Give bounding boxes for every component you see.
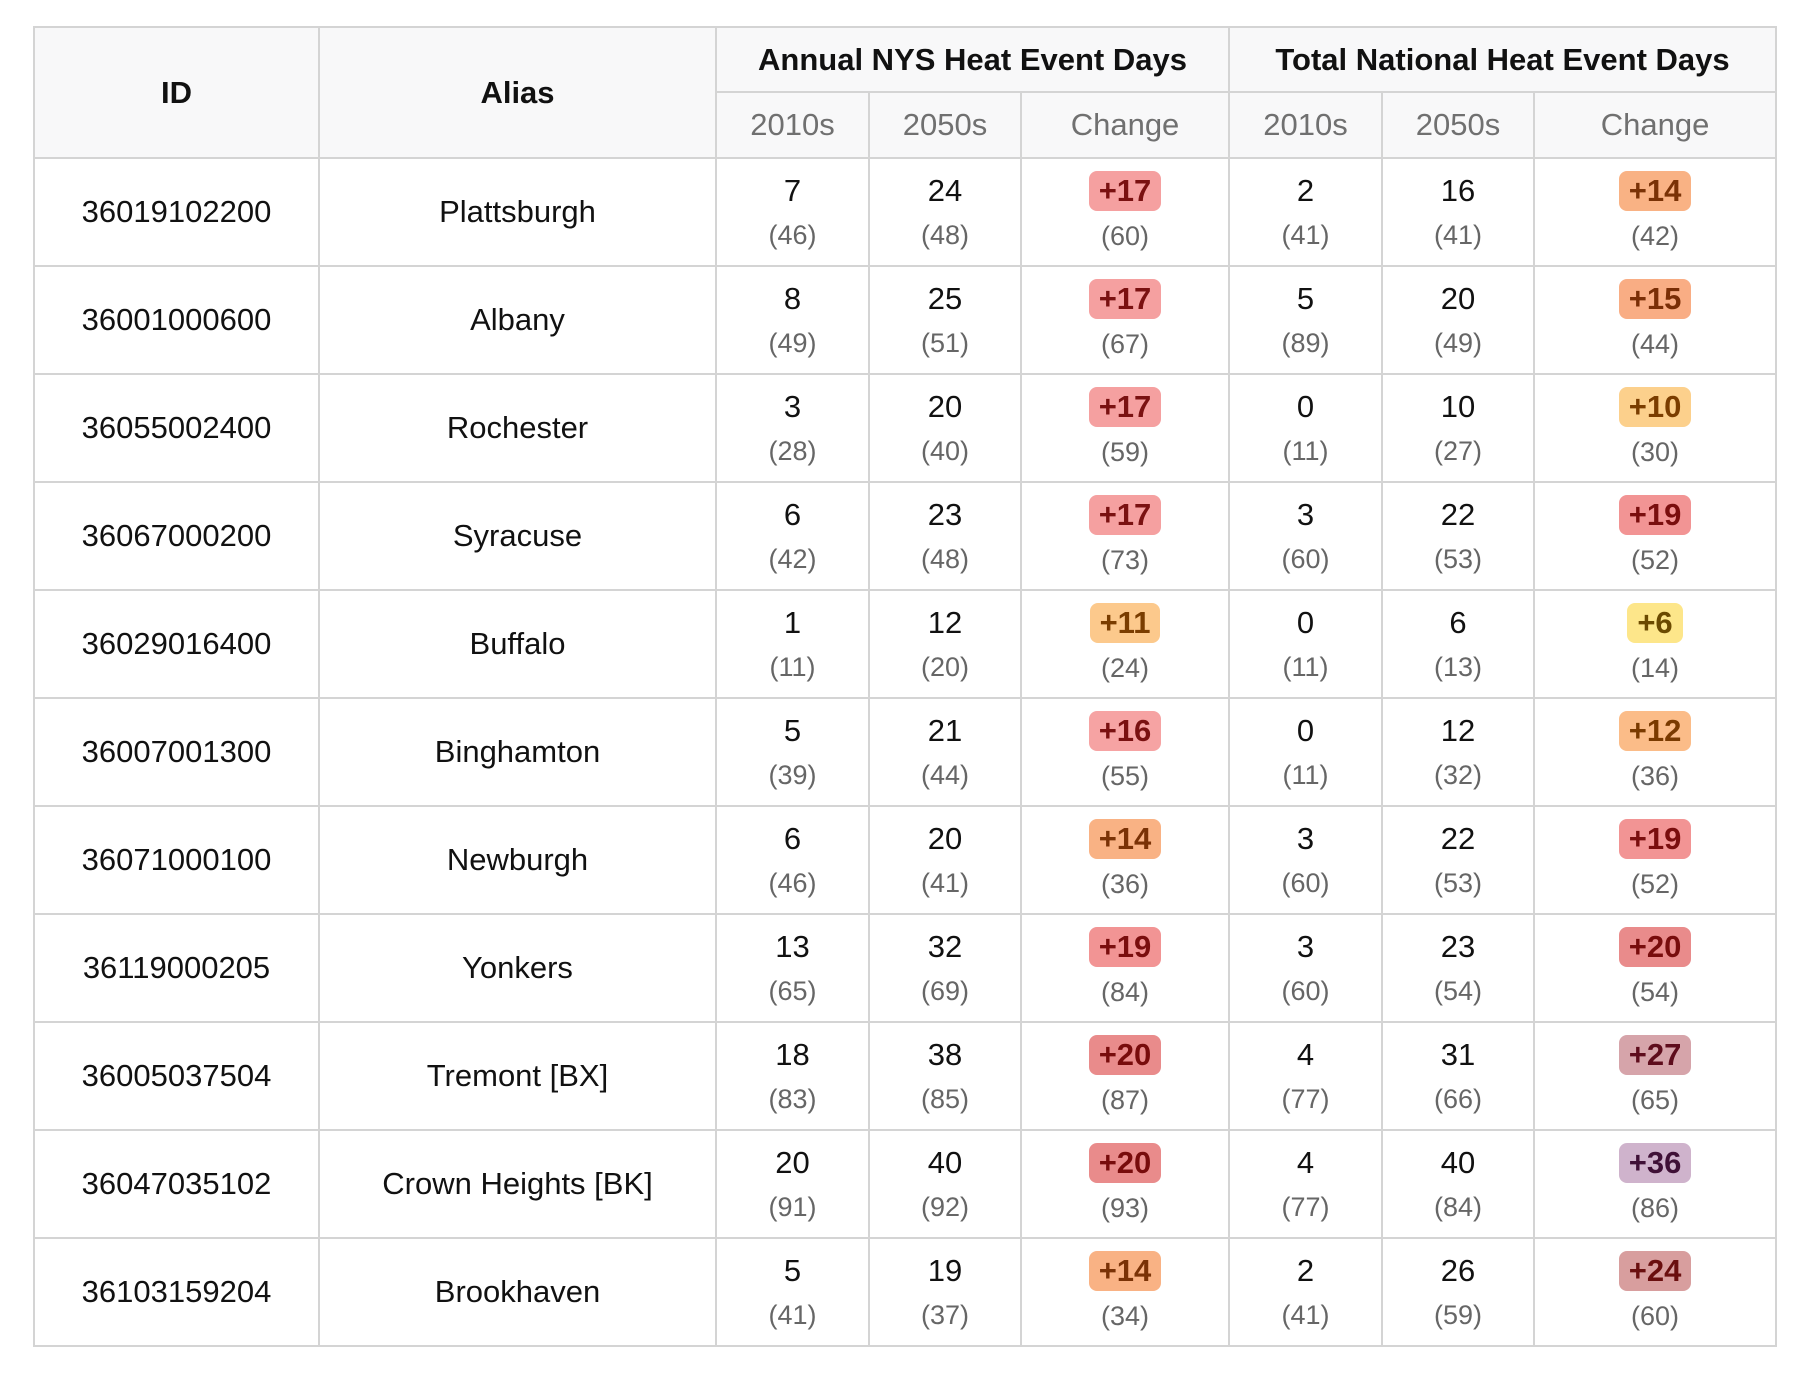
row-alias: Newburgh bbox=[319, 806, 716, 914]
national-2010s-value: 3 bbox=[1296, 497, 1315, 532]
nys-change-cell bbox=[1021, 590, 1229, 698]
nys-2050s-cell bbox=[869, 590, 1021, 698]
nys-2010s-value: 18 bbox=[775, 1037, 810, 1072]
national-change-cell bbox=[1534, 698, 1776, 806]
nys-2050s-cell bbox=[869, 374, 1021, 482]
nys-2010s-cell bbox=[716, 374, 869, 482]
nys-2010s-rank: (46) bbox=[768, 868, 817, 898]
national-2050s-value: 22 bbox=[1440, 821, 1476, 856]
nys-2050s-rank: (69) bbox=[920, 976, 969, 1006]
table-body bbox=[34, 158, 1776, 1346]
nys-2050s-cell bbox=[869, 698, 1021, 806]
nys-2010s-value: 20 bbox=[775, 1145, 810, 1180]
nys-2050s-rank: (40) bbox=[920, 436, 969, 466]
nys-2050s-rank: (44) bbox=[920, 760, 969, 790]
national-2010s-value: 3 bbox=[1296, 821, 1315, 856]
nys-change-rank: (34) bbox=[1100, 1301, 1149, 1331]
national-change-cell bbox=[1534, 914, 1776, 1022]
nys-2050s-cell bbox=[869, 914, 1021, 1022]
nys-2010s-value: 7 bbox=[783, 173, 802, 208]
nys-change-badge: +14 bbox=[1089, 819, 1162, 859]
row-alias: Plattsburgh bbox=[319, 158, 716, 266]
header-nys-group: Annual NYS Heat Event Days bbox=[716, 27, 1229, 92]
nys-change-badge: +17 bbox=[1089, 495, 1162, 535]
nys-change-cell bbox=[1021, 914, 1229, 1022]
national-2050s-rank: (53) bbox=[1433, 868, 1482, 898]
national-change-badge: +36 bbox=[1619, 1143, 1692, 1183]
national-change-badge: +20 bbox=[1619, 927, 1692, 967]
row-alias: Crown Heights [BK] bbox=[319, 1130, 716, 1238]
nys-change-rank: (84) bbox=[1100, 977, 1149, 1007]
nys-2050s-value: 23 bbox=[927, 497, 963, 532]
national-change-badge: +15 bbox=[1619, 279, 1692, 319]
nys-2010s-value: 13 bbox=[775, 929, 810, 964]
national-change-rank: (60) bbox=[1631, 1301, 1680, 1331]
national-2050s-value: 31 bbox=[1440, 1037, 1476, 1072]
nys-2010s-rank: (42) bbox=[768, 544, 817, 574]
national-2050s-rank: (32) bbox=[1433, 760, 1482, 790]
national-2010s-cell bbox=[1229, 158, 1382, 266]
nys-2010s-rank: (39) bbox=[768, 760, 817, 790]
national-change-cell bbox=[1534, 482, 1776, 590]
nys-change-cell bbox=[1021, 1022, 1229, 1130]
nys-2050s-cell bbox=[869, 1130, 1021, 1238]
national-change-rank: (30) bbox=[1631, 437, 1680, 467]
nys-2050s-value: 32 bbox=[927, 929, 963, 964]
row-id: 36007001300 bbox=[34, 698, 319, 806]
row-id: 36119000205 bbox=[34, 914, 319, 1022]
table-row bbox=[34, 1238, 1776, 1346]
national-change-badge: +27 bbox=[1619, 1035, 1692, 1075]
national-2010s-rank: (11) bbox=[1282, 760, 1329, 790]
national-2010s-cell bbox=[1229, 1022, 1382, 1130]
national-2010s-value: 2 bbox=[1296, 1253, 1315, 1288]
nys-change-rank: (55) bbox=[1100, 761, 1149, 791]
row-id: 36067000200 bbox=[34, 482, 319, 590]
nys-2050s-value: 19 bbox=[927, 1253, 963, 1288]
national-change-cell bbox=[1534, 266, 1776, 374]
nys-2050s-rank: (85) bbox=[920, 1084, 969, 1114]
nys-change-cell bbox=[1021, 1238, 1229, 1346]
nys-2050s-value: 38 bbox=[927, 1037, 963, 1072]
national-2050s-rank: (41) bbox=[1433, 220, 1482, 250]
nys-2050s-rank: (48) bbox=[920, 220, 969, 250]
national-change-rank: (65) bbox=[1631, 1085, 1680, 1115]
national-change-badge: +24 bbox=[1619, 1251, 1692, 1291]
row-id: 36071000100 bbox=[34, 806, 319, 914]
national-2010s-value: 2 bbox=[1296, 173, 1315, 208]
nys-2050s-cell bbox=[869, 158, 1021, 266]
table-row bbox=[34, 266, 1776, 374]
nys-2050s-value: 25 bbox=[927, 281, 963, 316]
national-change-cell bbox=[1534, 1022, 1776, 1130]
national-2050s-rank: (84) bbox=[1433, 1192, 1482, 1222]
national-change-badge: +19 bbox=[1619, 819, 1692, 859]
nys-change-cell bbox=[1021, 806, 1229, 914]
row-id: 36029016400 bbox=[34, 590, 319, 698]
national-2010s-value: 5 bbox=[1296, 281, 1315, 316]
nys-2050s-value: 40 bbox=[927, 1145, 963, 1180]
header-national-change: Change bbox=[1534, 92, 1776, 158]
nys-2010s-cell bbox=[716, 806, 869, 914]
national-change-cell bbox=[1534, 374, 1776, 482]
nys-2010s-value: 5 bbox=[783, 713, 802, 748]
national-change-rank: (86) bbox=[1631, 1193, 1680, 1223]
table-row bbox=[34, 914, 1776, 1022]
nys-2010s-value: 5 bbox=[783, 1253, 802, 1288]
national-2050s-rank: (27) bbox=[1433, 436, 1482, 466]
nys-2050s-rank: (37) bbox=[920, 1300, 969, 1330]
table-row bbox=[34, 698, 1776, 806]
nys-2050s-value: 20 bbox=[927, 389, 963, 424]
nys-2050s-rank: (92) bbox=[920, 1192, 969, 1222]
nys-change-badge: +16 bbox=[1089, 711, 1162, 751]
national-2050s-cell bbox=[1382, 158, 1534, 266]
row-alias: Brookhaven bbox=[319, 1238, 716, 1346]
national-change-rank: (14) bbox=[1631, 653, 1680, 683]
nys-2050s-cell bbox=[869, 482, 1021, 590]
table-row bbox=[34, 806, 1776, 914]
nys-2010s-cell bbox=[716, 1022, 869, 1130]
national-2010s-rank: (60) bbox=[1281, 868, 1330, 898]
nys-2050s-rank: (51) bbox=[920, 328, 969, 358]
row-id: 36001000600 bbox=[34, 266, 319, 374]
national-2010s-cell bbox=[1229, 590, 1382, 698]
row-id: 36055002400 bbox=[34, 374, 319, 482]
nys-2010s-cell bbox=[716, 590, 869, 698]
table-row bbox=[34, 158, 1776, 266]
header-national-group: Total National Heat Event Days bbox=[1229, 27, 1776, 92]
header-nys-change: Change bbox=[1021, 92, 1229, 158]
nys-2050s-value: 12 bbox=[927, 605, 963, 640]
nys-2050s-cell bbox=[869, 1238, 1021, 1346]
national-change-cell bbox=[1534, 806, 1776, 914]
row-alias: Tremont [BX] bbox=[319, 1022, 716, 1130]
national-2050s-value: 26 bbox=[1440, 1253, 1476, 1288]
nys-2010s-cell bbox=[716, 914, 869, 1022]
row-alias: Albany bbox=[319, 266, 716, 374]
nys-2050s-rank: (48) bbox=[920, 544, 969, 574]
national-2050s-rank: (53) bbox=[1433, 544, 1482, 574]
national-change-cell bbox=[1534, 1238, 1776, 1346]
national-2050s-rank: (13) bbox=[1433, 652, 1482, 682]
national-2010s-rank: (60) bbox=[1281, 976, 1330, 1006]
national-change-rank: (52) bbox=[1631, 869, 1680, 899]
national-change-rank: (42) bbox=[1631, 221, 1680, 251]
national-change-cell bbox=[1534, 158, 1776, 266]
national-change-badge: +12 bbox=[1619, 711, 1692, 751]
row-alias: Syracuse bbox=[319, 482, 716, 590]
national-2010s-value: 4 bbox=[1296, 1037, 1315, 1072]
row-alias: Binghamton bbox=[319, 698, 716, 806]
national-2010s-value: 3 bbox=[1296, 929, 1315, 964]
national-2050s-value: 10 bbox=[1440, 389, 1476, 424]
national-2010s-rank: (11) bbox=[1282, 436, 1329, 466]
header-nys-2050s: 2050s bbox=[869, 92, 1021, 158]
row-id: 36103159204 bbox=[34, 1238, 319, 1346]
national-2010s-rank: (41) bbox=[1281, 1300, 1330, 1330]
header-national-2010s: 2010s bbox=[1229, 92, 1382, 158]
table-row bbox=[34, 1022, 1776, 1130]
nys-change-badge: +14 bbox=[1089, 1251, 1162, 1291]
national-2010s-value: 4 bbox=[1296, 1145, 1315, 1180]
national-2050s-cell bbox=[1382, 1238, 1534, 1346]
nys-2010s-rank: (46) bbox=[768, 220, 817, 250]
national-2010s-rank: (41) bbox=[1281, 220, 1330, 250]
national-change-badge: +6 bbox=[1627, 603, 1682, 643]
national-change-badge: +19 bbox=[1619, 495, 1692, 535]
national-2050s-rank: (49) bbox=[1433, 328, 1482, 358]
national-change-badge: +14 bbox=[1619, 171, 1692, 211]
national-2010s-cell bbox=[1229, 698, 1382, 806]
national-2050s-cell bbox=[1382, 806, 1534, 914]
nys-2010s-rank: (49) bbox=[768, 328, 817, 358]
national-change-cell bbox=[1534, 590, 1776, 698]
national-change-rank: (36) bbox=[1631, 761, 1680, 791]
national-2050s-rank: (66) bbox=[1433, 1084, 1482, 1114]
national-2050s-cell bbox=[1382, 590, 1534, 698]
header-national-2050s: 2050s bbox=[1382, 92, 1534, 158]
national-2010s-cell bbox=[1229, 374, 1382, 482]
table-row bbox=[34, 374, 1776, 482]
nys-change-badge: +17 bbox=[1089, 279, 1162, 319]
national-2010s-cell bbox=[1229, 806, 1382, 914]
national-2010s-rank: (77) bbox=[1281, 1192, 1330, 1222]
table-row bbox=[34, 590, 1776, 698]
nys-2010s-cell bbox=[716, 266, 869, 374]
nys-2050s-cell bbox=[869, 1022, 1021, 1130]
national-2050s-value: 20 bbox=[1440, 281, 1476, 316]
nys-2010s-rank: (28) bbox=[768, 436, 817, 466]
nys-change-badge: +17 bbox=[1089, 171, 1162, 211]
nys-change-cell bbox=[1021, 698, 1229, 806]
national-2050s-value: 22 bbox=[1440, 497, 1476, 532]
national-change-rank: (44) bbox=[1631, 329, 1680, 359]
nys-2050s-value: 24 bbox=[927, 173, 963, 208]
nys-2010s-cell bbox=[716, 482, 869, 590]
row-id: 36005037504 bbox=[34, 1022, 319, 1130]
nys-2010s-value: 3 bbox=[783, 389, 802, 424]
row-id: 36047035102 bbox=[34, 1130, 319, 1238]
table-row bbox=[34, 1130, 1776, 1238]
nys-change-rank: (87) bbox=[1100, 1085, 1149, 1115]
national-change-rank: (52) bbox=[1631, 545, 1680, 575]
national-2050s-value: 23 bbox=[1440, 929, 1476, 964]
nys-change-badge: +20 bbox=[1089, 1035, 1162, 1075]
national-2050s-cell bbox=[1382, 266, 1534, 374]
national-2010s-cell bbox=[1229, 482, 1382, 590]
nys-change-cell bbox=[1021, 158, 1229, 266]
national-2010s-rank: (77) bbox=[1281, 1084, 1330, 1114]
nys-2010s-cell bbox=[716, 1130, 869, 1238]
national-change-rank: (54) bbox=[1631, 977, 1680, 1007]
row-alias: Yonkers bbox=[319, 914, 716, 1022]
national-2050s-cell bbox=[1382, 482, 1534, 590]
national-2050s-value: 6 bbox=[1449, 605, 1467, 640]
nys-change-rank: (59) bbox=[1100, 437, 1149, 467]
nys-2010s-rank: (65) bbox=[768, 976, 817, 1006]
nys-2050s-rank: (41) bbox=[920, 868, 969, 898]
nys-change-rank: (36) bbox=[1100, 869, 1149, 899]
nys-change-cell bbox=[1021, 1130, 1229, 1238]
header-id: ID bbox=[34, 27, 319, 158]
heat-event-table bbox=[33, 26, 1777, 1347]
nys-change-rank: (93) bbox=[1100, 1193, 1149, 1223]
national-2050s-value: 40 bbox=[1440, 1145, 1476, 1180]
national-2050s-rank: (59) bbox=[1433, 1300, 1482, 1330]
nys-2010s-cell bbox=[716, 1238, 869, 1346]
national-2010s-value: 0 bbox=[1296, 713, 1315, 748]
nys-2050s-value: 21 bbox=[927, 713, 963, 748]
table-row bbox=[34, 482, 1776, 590]
national-2010s-value: 0 bbox=[1296, 389, 1315, 424]
row-alias: Rochester bbox=[319, 374, 716, 482]
nys-change-badge: +19 bbox=[1089, 927, 1162, 967]
nys-2050s-cell bbox=[869, 806, 1021, 914]
nys-change-rank: (67) bbox=[1100, 329, 1149, 359]
table-header bbox=[34, 27, 1776, 158]
nys-2010s-value: 6 bbox=[783, 821, 802, 856]
national-2050s-rank: (54) bbox=[1433, 976, 1482, 1006]
nys-2010s-rank: (11) bbox=[769, 652, 816, 682]
national-2050s-cell bbox=[1382, 1022, 1534, 1130]
nys-2010s-value: 8 bbox=[783, 281, 802, 316]
national-2050s-cell bbox=[1382, 914, 1534, 1022]
nys-2050s-cell bbox=[869, 266, 1021, 374]
national-change-cell bbox=[1534, 1130, 1776, 1238]
nys-change-badge: +17 bbox=[1089, 387, 1162, 427]
nys-2010s-rank: (91) bbox=[768, 1192, 817, 1222]
national-2050s-value: 16 bbox=[1440, 173, 1476, 208]
national-2010s-rank: (60) bbox=[1281, 544, 1330, 574]
national-2010s-rank: (89) bbox=[1281, 328, 1330, 358]
header-nys-2010s: 2010s bbox=[716, 92, 869, 158]
row-alias: Buffalo bbox=[319, 590, 716, 698]
header-alias: Alias bbox=[319, 27, 716, 158]
nys-change-badge: +11 bbox=[1090, 603, 1161, 643]
nys-change-rank: (24) bbox=[1100, 653, 1149, 683]
national-2050s-cell bbox=[1382, 698, 1534, 806]
national-2010s-cell bbox=[1229, 1238, 1382, 1346]
national-2010s-value: 0 bbox=[1296, 605, 1315, 640]
national-2010s-cell bbox=[1229, 914, 1382, 1022]
nys-change-cell bbox=[1021, 482, 1229, 590]
national-2050s-cell bbox=[1382, 374, 1534, 482]
national-2010s-rank: (11) bbox=[1282, 652, 1329, 682]
nys-change-rank: (73) bbox=[1100, 545, 1149, 575]
nys-change-cell bbox=[1021, 266, 1229, 374]
nys-2010s-rank: (83) bbox=[768, 1084, 817, 1114]
nys-change-rank: (60) bbox=[1100, 221, 1149, 251]
nys-2010s-cell bbox=[716, 158, 869, 266]
national-2010s-cell bbox=[1229, 1130, 1382, 1238]
nys-change-badge: +20 bbox=[1089, 1143, 1162, 1183]
national-change-badge: +10 bbox=[1619, 387, 1692, 427]
nys-2010s-cell bbox=[716, 698, 869, 806]
national-2050s-cell bbox=[1382, 1130, 1534, 1238]
nys-change-cell bbox=[1021, 374, 1229, 482]
nys-2050s-value: 20 bbox=[927, 821, 963, 856]
national-2010s-cell bbox=[1229, 266, 1382, 374]
nys-2010s-value: 6 bbox=[783, 497, 802, 532]
national-2050s-value: 12 bbox=[1440, 713, 1476, 748]
nys-2050s-rank: (20) bbox=[920, 652, 969, 682]
nys-2010s-value: 1 bbox=[783, 605, 802, 640]
row-id: 36019102200 bbox=[34, 158, 319, 266]
nys-2010s-rank: (41) bbox=[768, 1300, 817, 1330]
